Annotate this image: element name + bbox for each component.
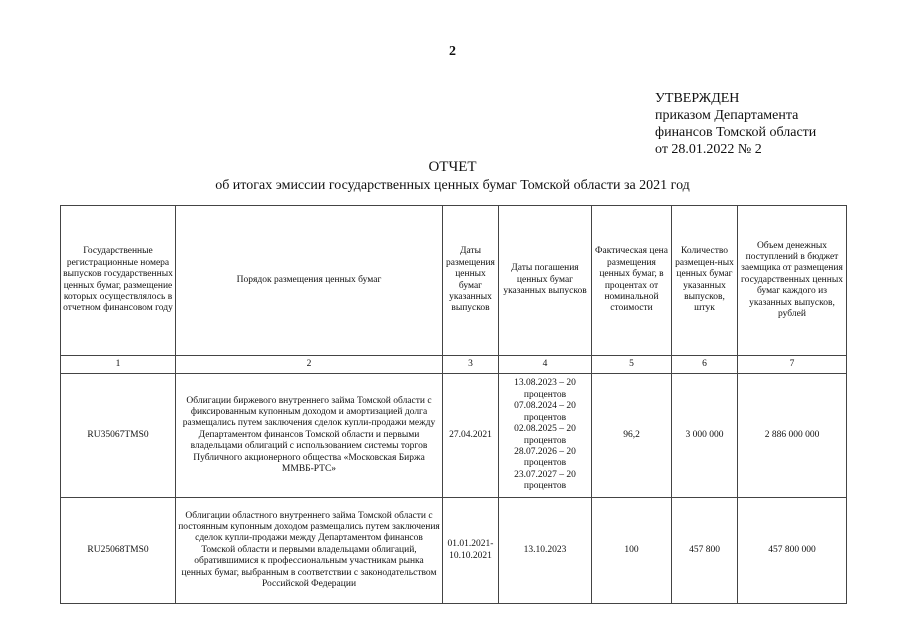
procedure-cell: Облигации биржевого внутреннего займа Томской области с фиксированным купонным доходом и амортизацией долга размещались путем заключения сделок купли-продажи между Департаментом финансов Томской области и первыми владельцами облигаций с использованием системы торгов Публичного акционерного общества «Московская Биржа ММВБ-РТС» — [176, 374, 443, 498]
price-cell: 96,2 — [592, 374, 672, 498]
column-number: 3 — [443, 356, 499, 374]
approval-line-3: финансов Томской области — [655, 125, 817, 140]
report-subtitle: об итогах эмиссии государственных ценных бумаг Томской области за 2021 год — [215, 178, 690, 193]
column-number: 6 — [672, 356, 738, 374]
reg-number-cell: RU35067TMS0 — [61, 374, 176, 498]
reg-number-cell: RU25068TMS0 — [61, 498, 176, 604]
redemption-date: 23.07.2027 – 20 процентов — [514, 469, 576, 492]
redemption-date: 07.08.2024 – 20 процентов — [514, 401, 576, 423]
quantity-cell: 457 800 — [672, 498, 738, 604]
redemption-dates-cell — [499, 374, 592, 498]
quantity-cell: 3 000 000 — [672, 374, 738, 498]
redemption-date: 13.10.2023 — [523, 544, 567, 555]
approval-line-1: УТВЕРЖДЕН — [655, 91, 740, 106]
procedure-cell: Облигации областного внутреннего займа Томской области с постоянным купонным доходом размещались путем заключения сделок купли-продажи между Департаментом финансов Томской области и первыми владельцами облигаций, обратившимися к профессиональным участникам рынка ценных бумаг, выбранным в соответствии с законодательством Российской Федерации — [176, 498, 443, 604]
approval-stamp — [655, 90, 816, 158]
column-number: 4 — [499, 356, 592, 374]
column-number: 2 — [176, 356, 443, 374]
page-number: 2 — [449, 44, 456, 59]
header-placement-date: Даты размещения ценных бумаг указанных выпусков — [443, 206, 499, 356]
header-price: Фактическая цена размещения ценных бумаг, в процентах от номинальной стоимости — [592, 206, 672, 356]
placement-date-cell: 01.01.2021-10.10.2021 — [443, 498, 499, 604]
table-row — [61, 498, 847, 604]
header-redemption-dates: Даты погашения ценных бумаг указанных выпусков — [499, 206, 592, 356]
header-quantity: Количество размещен-ных ценных бумаг указанных выпусков, штук — [672, 206, 738, 356]
approval-line-4: от 28.01.2022 № 2 — [655, 142, 762, 157]
redemption-dates-cell — [499, 498, 592, 604]
emission-report-table — [60, 205, 847, 604]
approval-line-2: приказом Департамента — [655, 108, 799, 123]
table-row — [61, 374, 847, 498]
column-number-row — [61, 356, 847, 374]
column-number: 5 — [592, 356, 672, 374]
header-reg-number: Государственные регистрационные номера выпусков государственных ценных бумаг, размещение которых осуществлялось в отчетном финансовом году — [61, 206, 176, 356]
proceeds-cell: 457 800 000 — [738, 498, 847, 604]
column-number: 7 — [738, 356, 847, 374]
redemption-date: 13.08.2023 – 20 процентов — [514, 378, 576, 400]
proceeds-cell: 2 886 000 000 — [738, 374, 847, 498]
redemption-date: 28.07.2026 – 20 процентов — [514, 446, 576, 469]
placement-date-cell: 27.04.2021 — [443, 374, 499, 498]
column-number: 1 — [61, 356, 176, 374]
price-cell: 100 — [592, 498, 672, 604]
header-procedure: Порядок размещения ценных бумаг — [176, 206, 443, 356]
table-header-row — [61, 206, 847, 356]
report-title: ОТЧЕТ — [428, 159, 477, 175]
header-proceeds: Объем денежных поступлений в бюджет заемщика от размещения государственных ценных бумаг каждого из указанных выпусков, рублей — [738, 206, 847, 356]
redemption-date: 02.08.2025 – 20 процентов — [514, 424, 576, 446]
